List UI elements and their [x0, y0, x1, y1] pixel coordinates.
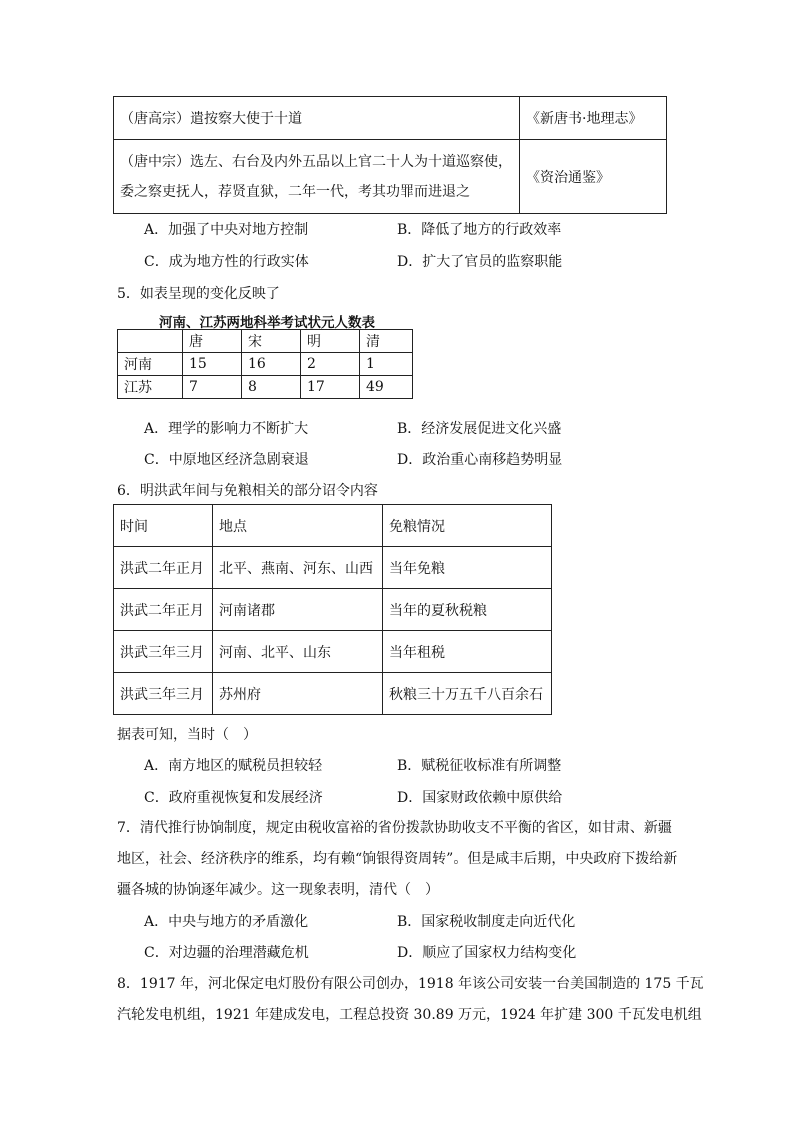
table-cell: 当年免粮 — [383, 547, 552, 589]
table-cell: 河南诸郡 — [213, 589, 383, 631]
q6-option-c[interactable]: C．政府重视恢复和发展经济 — [144, 790, 323, 806]
q5-option-b[interactable]: B．经济发展促进文化兴盛 — [397, 421, 562, 437]
table-row — [118, 353, 413, 376]
table-cell — [114, 140, 520, 214]
table-cell-text: 《新唐书·地理志》 — [526, 111, 643, 127]
q5-stem: 5．如表呈现的变化反映了 — [117, 286, 280, 302]
q7-stem-line2: 地区，社会、经济秩序的维系，均有赖“饷银得资周转”。但是咸丰后期，中央政府下拨给新 — [117, 851, 678, 867]
table-cell: 15 — [183, 353, 242, 376]
table-cell: 7 — [183, 376, 242, 399]
q5-option-d[interactable]: D．政治重心南移趋势明显 — [397, 452, 563, 468]
table-cell-text: （唐中宗）选左、右台及内外五品以上官二十人为十道巡察使， — [120, 153, 512, 170]
q6-option-d[interactable]: D．国家财政依赖中原供给 — [397, 790, 563, 806]
q7-option-b[interactable]: B．国家税收制度走向近代化 — [397, 914, 576, 930]
table-cell: 洪武二年正月 — [114, 589, 213, 631]
table-row — [114, 140, 667, 214]
table-cell: 洪武三年三月 — [114, 673, 213, 715]
table-cell-text: 《资治通鉴》 — [526, 169, 610, 186]
q6-option-a[interactable]: A．南方地区的赋税员担较轻 — [144, 758, 323, 774]
table-cell: 洪武三年三月 — [114, 631, 213, 673]
table-row — [114, 547, 552, 589]
table-header-cell: 清 — [360, 330, 413, 353]
table-header-row — [114, 505, 552, 547]
table-header-cell: 宋 — [242, 330, 301, 353]
table-header-row — [118, 330, 413, 353]
q4-source-table — [113, 96, 667, 214]
table-row — [114, 631, 552, 673]
q6-option-b[interactable]: B．赋税征收标准有所调整 — [397, 758, 562, 774]
table-cell — [520, 97, 667, 140]
table-cell: 当年的夏秋税粮 — [383, 589, 552, 631]
table-cell: 当年租税 — [383, 631, 552, 673]
table-cell: 17 — [301, 376, 360, 399]
q7-stem-line1: 7．清代推行协饷制度，规定由税收富裕的省份拨款协助收支不平衡的省区，如甘肃、新疆 — [117, 820, 672, 836]
q7-option-c[interactable]: C．对边疆的治理潜藏危机 — [144, 945, 309, 961]
table-header-cell: 明 — [301, 330, 360, 353]
table-header-cell: 地点 — [213, 505, 383, 547]
q5-table — [117, 329, 413, 399]
q8-stem-line2: 汽轮发电机组，1921 年建成发电，工程总投资 30.89 万元，1924 年扩建 300 千瓦发电机组 — [117, 1007, 702, 1023]
q4-option-d[interactable]: D．扩大了官员的监察职能 — [397, 254, 563, 270]
table-cell — [114, 97, 520, 140]
table-cell-text: 委之察吏抚人，荐贤直狱，二年一代，考其功罪而进退之 — [120, 183, 470, 200]
table-cell: 秋粮三十万五千八百余石 — [383, 673, 552, 715]
table-header-cell: 时间 — [114, 505, 213, 547]
q5-option-a[interactable]: A．理学的影响力不断扩大 — [144, 421, 309, 437]
q8-stem-line1: 8．1917 年，河北保定电灯股份有限公司创办，1918 年该公司安装一台美国制造的 175 千瓦 — [117, 976, 704, 992]
table-row — [114, 673, 552, 715]
table-cell — [520, 140, 667, 214]
table-header-cell: 唐 — [183, 330, 242, 353]
q7-stem-line3: 疆各城的协饷逐年减少。这一现象表明，清代（ ） — [117, 882, 439, 898]
q4-option-c[interactable]: C．成为地方性的行政实体 — [144, 254, 309, 270]
table-header-cell — [118, 330, 183, 353]
table-row — [114, 97, 667, 140]
q6-stem: 6．明洪武年间与免粮相关的部分诏令内容 — [117, 483, 378, 499]
q7-option-d[interactable]: D．顺应了国家权力结构变化 — [397, 945, 577, 961]
q5-option-c[interactable]: C．中原地区经济急剧衰退 — [144, 452, 309, 468]
q6-table — [113, 504, 552, 715]
table-cell: 洪武二年正月 — [114, 547, 213, 589]
table-header-cell: 免粮情况 — [383, 505, 552, 547]
table-cell-text: （唐高宗）遣按察大使于十道 — [120, 111, 302, 127]
table-cell: 8 — [242, 376, 301, 399]
table-cell: 1 — [360, 353, 413, 376]
table-cell: 北平、燕南、河东、山西 — [213, 547, 383, 589]
q6-prompt: 据表可知，当时（ ） — [117, 727, 257, 743]
q4-option-a[interactable]: A．加强了中央对地方控制 — [144, 222, 309, 238]
table-cell: 2 — [301, 353, 360, 376]
q5-table-title: 河南、江苏两地科举考试状元人数表 — [159, 315, 375, 331]
table-cell: 江苏 — [118, 376, 183, 399]
table-cell: 苏州府 — [213, 673, 383, 715]
table-cell: 16 — [242, 353, 301, 376]
table-cell: 河南、北平、山东 — [213, 631, 383, 673]
table-cell: 河南 — [118, 353, 183, 376]
q7-option-a[interactable]: A．中央与地方的矛盾激化 — [144, 914, 309, 930]
table-row — [118, 376, 413, 399]
q4-option-b[interactable]: B．降低了地方的行政效率 — [397, 222, 562, 238]
table-row — [114, 589, 552, 631]
table-cell: 49 — [360, 376, 413, 399]
